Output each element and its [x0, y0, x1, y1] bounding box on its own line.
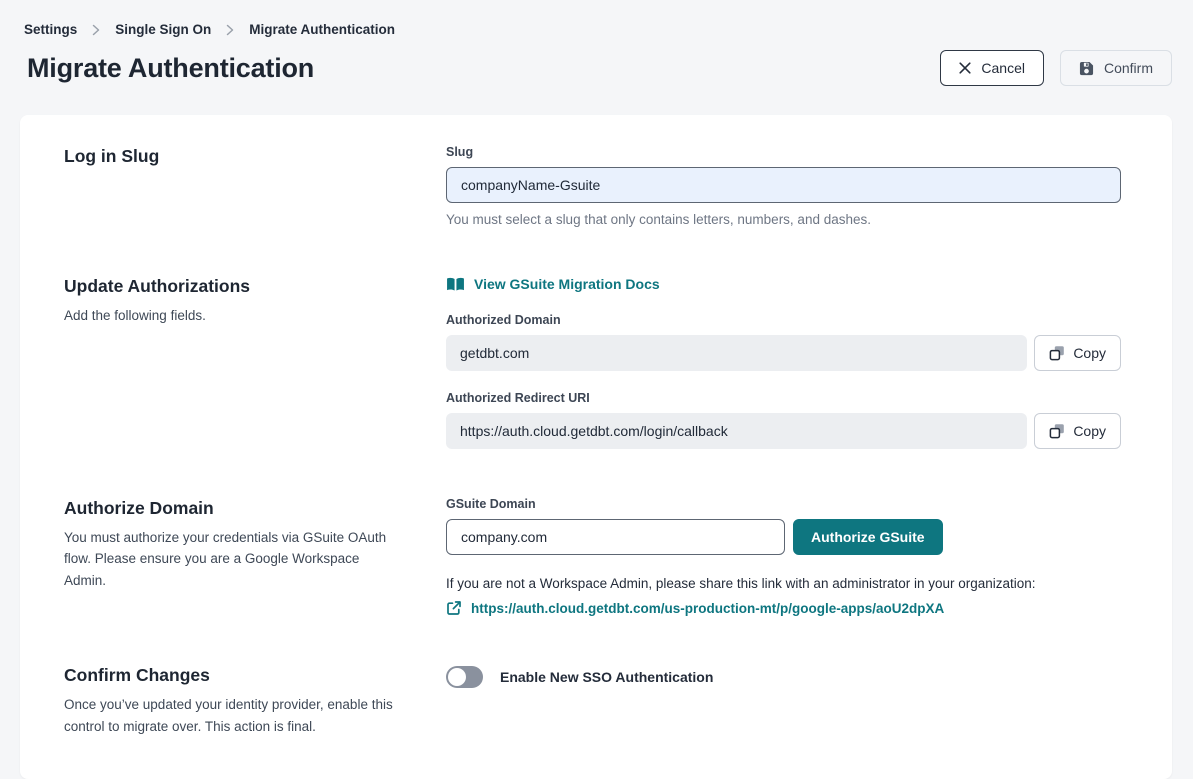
- update-authorizations-description: Add the following fields.: [64, 307, 206, 323]
- chevron-right-icon: [226, 24, 234, 36]
- redirect-uri-group: [446, 391, 1121, 449]
- breadcrumb-single-sign-on[interactable]: Single Sign On: [115, 22, 212, 37]
- copy-icon: [1049, 345, 1065, 361]
- section-confirm-changes: [64, 664, 1121, 737]
- section-authorize-domain: [64, 497, 1121, 616]
- slug-helper-text: You must select a slug that only contains letters, numbers, and dashes.: [446, 212, 871, 227]
- login-slug-heading: Log in Slug: [64, 146, 160, 166]
- header-actions: [940, 50, 1172, 86]
- page-title: Migrate Authentication: [27, 52, 315, 83]
- authorize-domain-description: You must authorize your credentials via GSuite OAuth flow. Please ensure you are a Google Workspace Admin.: [64, 529, 387, 588]
- copy-icon: [1049, 423, 1065, 439]
- book-icon: [446, 277, 465, 292]
- copy-button-label: Copy: [1073, 423, 1106, 439]
- enable-sso-toggle-label: Enable New SSO Authentication: [500, 669, 714, 686]
- page-header: [0, 0, 1193, 86]
- gsuite-migration-docs-label: View GSuite Migration Docs: [474, 276, 660, 292]
- toggle-knob: [448, 668, 466, 686]
- copy-button-label: Copy: [1073, 345, 1106, 361]
- cancel-button-label: Cancel: [981, 60, 1025, 76]
- authorize-gsuite-button[interactable]: Authorize GSuite: [793, 519, 943, 555]
- breadcrumb-settings[interactable]: Settings: [24, 22, 78, 37]
- authorize-domain-heading: Authorize Domain: [64, 498, 214, 518]
- confirm-changes-heading: Confirm Changes: [64, 665, 210, 686]
- save-icon: [1079, 61, 1094, 76]
- gsuite-migration-docs-link[interactable]: [446, 276, 660, 292]
- breadcrumb-migrate-authentication: Migrate Authentication: [249, 22, 396, 37]
- confirm-changes-description: Once you’ve updated your identity provider, enable this control to migrate over. This action is final.: [64, 697, 393, 734]
- authorized-domain-value: getdbt.com: [446, 335, 1027, 371]
- section-update-authorizations: [64, 275, 1121, 449]
- authorized-domain-label: Authorized Domain: [446, 313, 561, 327]
- gsuite-domain-label: GSuite Domain: [446, 497, 536, 511]
- slug-input[interactable]: [446, 167, 1121, 203]
- slug-label: Slug: [446, 145, 474, 159]
- enable-sso-toggle[interactable]: [446, 666, 483, 688]
- update-authorizations-heading: Update Authorizations: [64, 276, 251, 296]
- redirect-uri-label: Authorized Redirect URI: [446, 391, 590, 405]
- share-note: If you are not a Workspace Admin, please share this link with an administrator in your organization:: [446, 576, 1036, 591]
- external-link-icon: [446, 600, 462, 616]
- cancel-button[interactable]: [940, 50, 1044, 86]
- confirm-button[interactable]: [1060, 50, 1172, 86]
- chevron-right-icon: [92, 24, 100, 36]
- breadcrumb: [24, 22, 1172, 37]
- close-icon: [959, 62, 971, 74]
- title-row: [24, 50, 1172, 86]
- admin-share-link[interactable]: https://auth.cloud.getdbt.com/us-production-mt/p/google-apps/aoU2dpXA: [471, 600, 945, 616]
- copy-authorized-domain-button[interactable]: [1034, 335, 1121, 371]
- gsuite-domain-input[interactable]: [446, 519, 785, 555]
- redirect-uri-value: https://auth.cloud.getdbt.com/login/callback: [446, 413, 1027, 449]
- copy-redirect-uri-button[interactable]: [1034, 413, 1121, 449]
- settings-card: [20, 115, 1172, 779]
- confirm-button-label: Confirm: [1103, 60, 1153, 76]
- authorized-domain-group: [446, 313, 1121, 371]
- section-login-slug: [64, 145, 1121, 227]
